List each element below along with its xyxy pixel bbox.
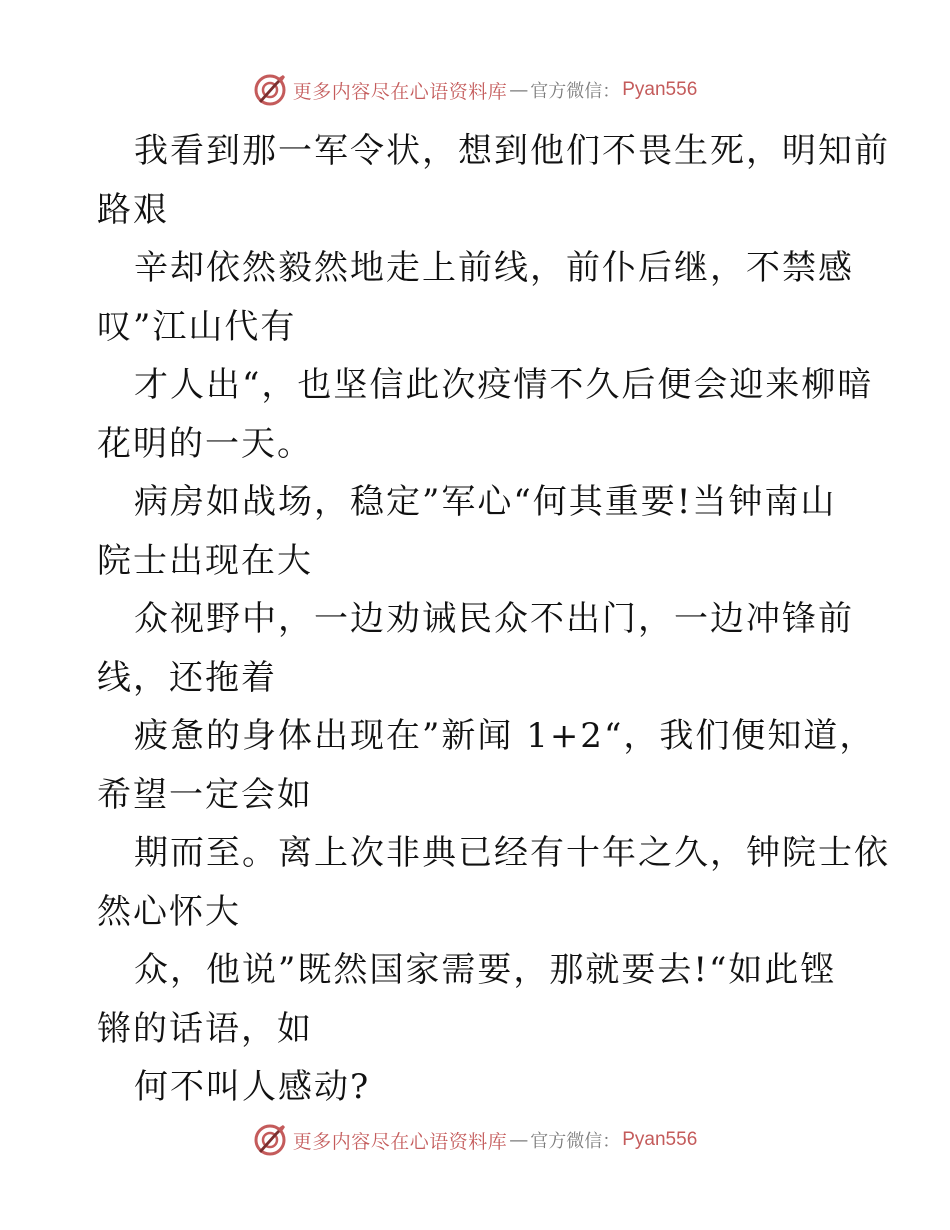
footer-banner — [0, 1120, 950, 1160]
footer-site-text: 更多内容尽在心语资料库 — [292, 1130, 508, 1153]
text-line: 众视野中，一边劝诫民众不出门，一边冲锋前 — [134, 599, 854, 639]
header-site-text: 更多内容尽在心语资料库 — [292, 80, 508, 103]
header-separator: — — [509, 79, 529, 101]
logo-icon — [253, 1123, 287, 1157]
header-banner — [0, 70, 950, 110]
text-line: 路艰 — [97, 189, 169, 230]
header-wechat-id: Pyan556 — [622, 79, 698, 100]
text-line: 线，还拖着 — [97, 657, 277, 698]
document-body — [97, 122, 890, 1117]
text-line: 希望一定会如 — [97, 774, 313, 815]
header-wechat-label: 官方微信： — [530, 81, 621, 102]
text-line: 期而至。离上次非典已经有十年之久，钟院士依 — [134, 833, 890, 873]
footer-separator: — — [509, 1129, 529, 1151]
footer-wechat-label: 官方微信： — [530, 1131, 621, 1152]
footer-wechat-id: Pyan556 — [622, 1129, 698, 1150]
text-line: 众，他说”既然国家需要，那就要去!“如此铿 — [134, 950, 837, 990]
text-line: 何不叫人感动? — [134, 1067, 371, 1107]
text-line: 辛却依然毅然地走上前线，前仆后继，不禁感 — [134, 248, 854, 288]
text-line: 才人出“，也坚信此次疫情不久后便会迎来柳暗 — [134, 365, 874, 405]
text-line: 然心怀大 — [97, 891, 241, 932]
text-line: 院士出现在大 — [97, 540, 313, 581]
text-line: 病房如战场，稳定”军心“何其重要!当钟南山 — [134, 482, 837, 522]
text-line: 叹”江山代有 — [97, 306, 297, 347]
logo-icon — [253, 73, 287, 107]
text-line: 花明的一天。 — [97, 423, 313, 464]
text-line: 锵的话语，如 — [97, 1008, 313, 1049]
text-line: 我看到那一军令状，想到他们不畏生死，明知前 — [134, 131, 890, 171]
text-line: 疲惫的身体出现在”新闻 1+2“，我们便知道， — [134, 716, 876, 756]
